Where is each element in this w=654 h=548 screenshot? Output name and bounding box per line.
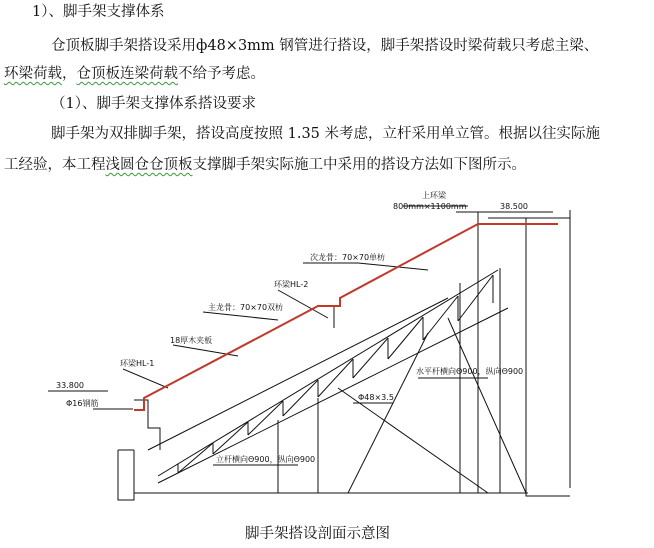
comma-text: ， [62,66,77,82]
silo-roof-text: 浅圆仓仓顶板 [105,157,193,173]
slab-bottom-line [148,298,448,450]
label-ring-beam-2: 环梁HL-2 [274,280,309,289]
paragraph-1-line-2 [4,64,265,84]
heading-requirements: （1）、脚手架支撑体系搭设要求 [51,96,256,112]
right-wall-outline [526,218,570,496]
label-horizontal-bar: 水平杆横向Θ900，纵向Θ900 [416,367,524,376]
strut [423,296,458,340]
label-steel-pipe: Φ48×3.5 [358,393,394,402]
diagonal-brace-1 [338,388,488,493]
paragraph-1-line-1: 仓顶板脚手架搭设采用ф48×3mm 钢管进行搭设，脚手架搭设时梁荷载只考虑主梁、 [51,38,599,54]
label-plywood: 18厚木夹板 [170,336,213,345]
leader-main-joist [203,312,278,320]
strut [458,275,493,321]
ring-beam-1-outline [134,400,160,450]
paragraph-2-line-2 [4,155,526,175]
label-ring-beam-1: 环梁HL-1 [120,359,155,368]
scaffold-section-diagram [48,188,588,518]
strut [213,422,248,454]
label-vertical-bar: 立杆横向Θ900，纵向Θ900 [216,455,316,464]
slab-beam-load-text: 仓顶板连梁荷载 [76,66,178,82]
method-text: 支撑脚手架实际施工中采用的搭设方法如下图所示。 [192,157,526,173]
label-upper-ring-beam: 上环梁 [422,191,446,200]
paragraph-2-line-1: 脚手架为双排脚手架，搭设高度按照 1.35 米考虑，立杆采用单立管。根据以往实际施 [51,126,601,142]
figure-caption: 脚手架搭设剖面示意图 [245,526,390,542]
slab-top-edge [134,224,558,410]
heading-scaffold-system: 1）、脚手架支撑体系 [32,4,165,20]
left-wall-outline [118,450,134,500]
leader-ring-beam-1 [123,369,168,388]
not-considered-text: 不给予考虑。 [178,66,265,82]
experience-text: 工经验，本工程 [4,157,106,173]
label-elevation-top: 38.500 [500,202,528,211]
strut [318,359,353,397]
label-upper-ring-size: 800mm×1100mm [393,202,467,211]
label-secondary-joist: 次龙骨：70×70单枋 [310,253,386,262]
label-rebar: Φ16钢筋 [66,399,99,408]
label-elevation-bottom: 33.800 [56,381,84,390]
ring-beam-load-text: 环梁荷载 [4,66,62,82]
strut [283,380,318,416]
label-main-joist: 主龙骨：70×70双枋 [208,303,284,312]
